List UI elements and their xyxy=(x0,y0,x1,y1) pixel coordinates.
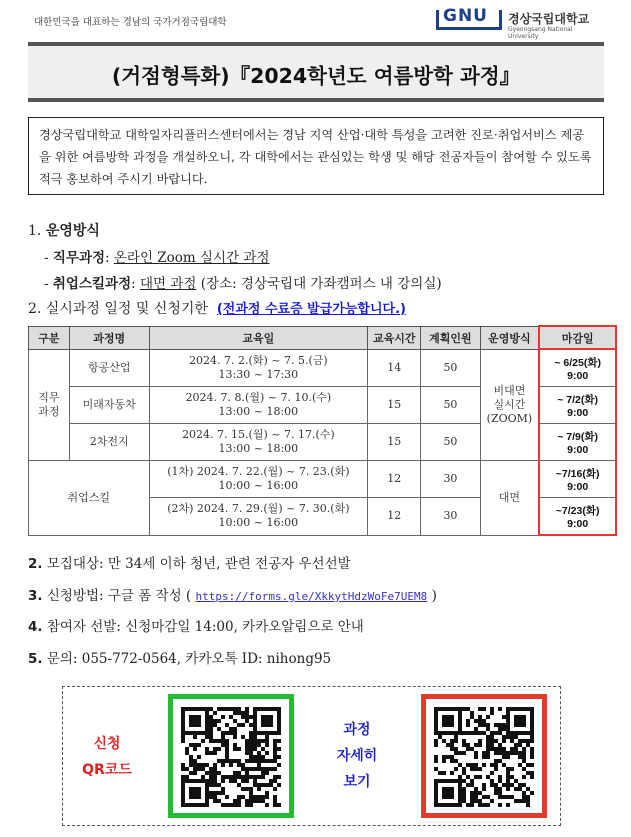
item-3-text: 신청방법: 구글 폼 작성 ( xyxy=(46,588,192,604)
header-date: 교육일 xyxy=(149,326,368,349)
header-capacity: 계획인원 xyxy=(421,326,480,349)
item-contact xyxy=(28,647,331,667)
course-capacity: 30 xyxy=(421,498,480,536)
qr-pattern xyxy=(434,707,534,807)
detail-qr-label-l1: 과정 xyxy=(343,722,371,738)
course-date: (1차) 2024. 7. 22.(월) ~ 7. 23.(화) 10:00 ~ 16:00 xyxy=(149,461,368,498)
method-online-l3: (ZOOM) xyxy=(486,411,533,425)
course-date: 2024. 7. 8.(월) ~ 7. 10.(수) 13:00 ~ 18:00 xyxy=(149,387,368,424)
method-online-l1: 비대면 xyxy=(493,383,526,397)
item-2-number: 2. xyxy=(28,556,43,572)
item-selection xyxy=(28,615,364,635)
course-name: 항공산업 xyxy=(69,349,149,387)
course-name: 미래자동차 xyxy=(69,387,149,424)
apply-qr-label-l1: 신청 xyxy=(93,736,121,752)
course-hours: 12 xyxy=(368,461,421,498)
method-line-skill: - 취업스킬과정: 대면 과정 (장소: 경상국립대 가좌캠퍼스 내 강의실) xyxy=(44,276,442,292)
table-header-row xyxy=(29,326,617,349)
logo-subtitle: Gyeongsang National University xyxy=(508,26,573,40)
course-date: 2024. 7. 15.(월) ~ 7. 17.(수) 13:00 ~ 18:00 xyxy=(149,424,368,461)
apply-qr-label xyxy=(71,731,143,783)
section-1-heading xyxy=(28,220,100,240)
item-5-number: 5. xyxy=(28,651,43,667)
course-hours: 15 xyxy=(368,424,421,461)
item-4-text: 참여자 선발: 신청마감일 14:00, 카카오알림으로 안내 xyxy=(46,619,364,635)
job-course-value: 온라인 Zoom 실시간 과정 xyxy=(113,250,270,266)
page-title: (거점형특화)『2024학년도 여름방학 과정』 xyxy=(111,64,521,88)
item-2-text: 모집대상: 만 34세 이하 청년, 관련 전공자 우선선발 xyxy=(46,556,351,572)
skill-course-value: 대면 과정 xyxy=(139,276,197,292)
method-offline: 대면 xyxy=(480,461,539,536)
course-hours: 12 xyxy=(368,498,421,536)
course-name: 2차전지 xyxy=(69,424,149,461)
course-date: 2024. 7. 2.(화) ~ 7. 5.(금) 13:30 ~ 17:30 xyxy=(149,349,368,387)
course-deadline: ~ 7/2(화) 9:00 xyxy=(539,387,616,424)
qr-code-panel xyxy=(62,686,561,826)
course-capacity: 50 xyxy=(421,349,480,387)
apply-qr-code[interactable] xyxy=(168,694,294,818)
group-job-line1: 직무 xyxy=(38,390,60,404)
course-hours: 14 xyxy=(368,349,421,387)
detail-qr-label xyxy=(317,717,397,795)
item-4-number: 4. xyxy=(28,619,43,635)
item-5-text: 문의: 055-772-0564, 카카오톡 ID: nihong95 xyxy=(46,651,332,667)
group-job xyxy=(29,349,70,461)
section-2-title: 2. 실시과정 일정 및 신청기한 xyxy=(28,301,208,317)
section-1-number: 1. xyxy=(28,223,42,239)
item-eligibility xyxy=(28,552,351,572)
logo-name: 경상국립대학교 xyxy=(508,12,590,26)
method-line-job: - 직무과정: 온라인 Zoom 실시간 과정 xyxy=(44,250,270,266)
item-3-number: 3. xyxy=(28,588,43,604)
method-online-l2: 실시간 xyxy=(493,397,526,411)
header-course: 과정명 xyxy=(69,326,149,349)
detail-qr-label-l3: 보기 xyxy=(343,774,371,790)
google-form-link[interactable]: https://forms.gle/XkkytHdzWoFe7UEM8 xyxy=(195,590,428,603)
course-deadline: ~7/23(화) 9:00 xyxy=(539,498,616,536)
header-hours: 교육시간 xyxy=(368,326,421,349)
intro-paragraph: 경상국립대학교 대학일자리플러스센터에서는 경남 지역 산업·대학 특성을 고려한 진로·취업서비스 제공을 위한 여름방학 과정을 개설하오니, 각 대학에서는 관심있는 학생 및 해당 전공자들이 참여할 수 있도록 적극 홍보하여 주시기 바랍니다. xyxy=(28,117,604,195)
group-job-line2: 과정 xyxy=(38,404,60,418)
course-deadline: ~7/16(화) 9:00 xyxy=(539,461,616,498)
section-1-title: 운영방식 xyxy=(45,223,100,239)
apply-qr-label-l2: QR코드 xyxy=(82,762,132,778)
certificate-notice: (전과정 수료증 발급가능합니다.) xyxy=(216,302,406,317)
course-hours: 15 xyxy=(368,387,421,424)
qr-pattern xyxy=(181,707,281,807)
method-online xyxy=(480,349,539,461)
skill-course-label: 취업스킬과정 xyxy=(52,276,132,292)
course-capacity: 50 xyxy=(421,424,480,461)
detail-qr-label-l2: 자세히 xyxy=(336,748,378,764)
detail-qr-code[interactable] xyxy=(421,694,547,818)
section-2-heading xyxy=(28,298,406,318)
header-method: 운영방식 xyxy=(480,326,539,349)
logo-mark-text: GNU xyxy=(443,6,488,26)
university-logo xyxy=(436,8,601,38)
header-category: 구분 xyxy=(29,326,70,349)
job-course-label: 직무과정 xyxy=(52,250,106,266)
table-row xyxy=(29,461,617,498)
course-date: (2차) 2024. 7. 29.(월) ~ 7. 30.(화) 10:00 ~ 16:00 xyxy=(149,498,368,536)
group-skill: 취업스킬 xyxy=(29,461,150,536)
course-capacity: 50 xyxy=(421,387,480,424)
course-deadline: ~ 7/9(화) 9:00 xyxy=(539,424,616,461)
title-band xyxy=(28,42,604,102)
course-deadline: ~ 6/25(화) 9:00 xyxy=(539,349,616,387)
schedule-table xyxy=(28,325,617,536)
course-capacity: 30 xyxy=(421,461,480,498)
header-tagline: 대한민국을 대표하는 경남의 국가거점국립대학 xyxy=(34,17,227,28)
header-deadline: 마감일 xyxy=(539,326,616,349)
item-application xyxy=(28,584,437,604)
skill-course-note: (장소: 경상국립대 가좌캠퍼스 내 강의실) xyxy=(200,276,442,292)
item-3-close: ) xyxy=(431,588,437,604)
table-row xyxy=(29,349,617,387)
